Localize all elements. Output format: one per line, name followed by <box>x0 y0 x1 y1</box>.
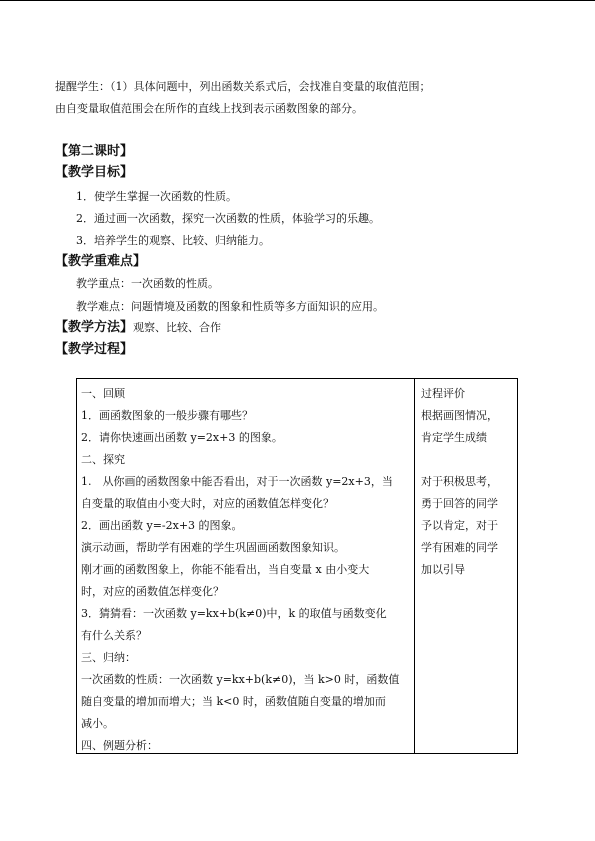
table-left-line: 时，对应的函数值怎样变化？ <box>81 585 224 598</box>
table-right-line: 勇于回答的同学 <box>421 497 498 510</box>
table-right-line: 学有困难的同学 <box>421 541 498 554</box>
table-left-line: 随自变量的增加而增大；当 k<0 时，函数值随自变量的增加而 <box>81 695 386 708</box>
table-left-line: 3．猜猜看：一次函数 y=kx+b(k≠0)中，k 的取值与函数变化 <box>81 607 387 620</box>
methods-line <box>55 319 221 337</box>
intro-line-1: 提醒学生：（1）具体问题中，列出函数关系式后，会找准自变量的取值范围； <box>55 80 431 93</box>
second-lesson-heading: 【第二课时】 <box>55 144 134 159</box>
table-right-line: 过程评价 <box>421 387 465 400</box>
objective-item: 1．使学生掌握一次函数的性质。 <box>76 190 237 203</box>
table-left-line: 1．画函数图象的一般步骤有哪些？ <box>81 409 253 422</box>
objective-item: 3．培养学生的观察、比较、归纳能力。 <box>76 234 270 247</box>
top-rule <box>0 0 595 1</box>
table-left-line: 演示动画，帮助学有困难的学生巩固画函数图象知识。 <box>81 541 345 554</box>
table-left-line: 二、探究 <box>81 453 125 466</box>
table-left-line: 一次函数的性质：一次函数 y=kx+b(k≠0)，当 k>0 时，函数值 <box>81 673 400 686</box>
methods-heading: 【教学方法】 <box>55 320 134 335</box>
methods-text: 观察、比较、合作 <box>133 321 222 334</box>
objective-item: 2．通过画一次函数，探究一次函数的性质，体验学习的乐趣。 <box>76 212 380 225</box>
table-left-line: 刚才画的函数图象上，你能不能看出，当自变量 x 由小变大 <box>81 563 370 576</box>
table-left-line: 自变量的取值由小变大时，对应的函数值怎样变化？ <box>81 497 334 510</box>
table-column-divider <box>414 378 415 754</box>
table-left-line: 四、例题分析： <box>81 739 158 752</box>
table-left-line: 1. 从你画的函数图象中能否看出，对于一次函数 y=2x+3，当 <box>81 475 393 488</box>
table-right-line: 肯定学生成绩 <box>421 431 487 444</box>
objectives-heading: 【教学目标】 <box>55 165 134 180</box>
table-left-line: 有什么关系？ <box>81 629 147 642</box>
table-left-line: 一、回顾 <box>81 387 125 400</box>
process-heading: 【教学过程】 <box>55 342 134 357</box>
table-right-line: 加以引导 <box>421 563 465 576</box>
table-left-line: 减小。 <box>81 717 114 730</box>
table-right-line: 对于积极思考， <box>421 475 498 488</box>
key-points-heading: 【教学重难点】 <box>55 254 147 269</box>
key-point-item: 教学难点：问题情境及函数的图象和性质等多方面知识的应用。 <box>76 300 384 313</box>
key-point-item: 教学重点：一次函数的性质。 <box>76 277 219 290</box>
table-left-line: 2．请你快速画出函数 y=2x+3 的图象。 <box>81 431 283 444</box>
table-right-line: 予以肯定，对于 <box>421 519 498 532</box>
table-right-line: 根据画图情况， <box>421 409 498 422</box>
table-left-line: 2．画出函数 y=-2x+3 的图象。 <box>81 519 243 532</box>
intro-line-2: 由自变量取值范围会在所作的直线上找到表示函数图象的部分。 <box>55 102 363 115</box>
table-left-line: 三、归纳： <box>81 651 136 664</box>
